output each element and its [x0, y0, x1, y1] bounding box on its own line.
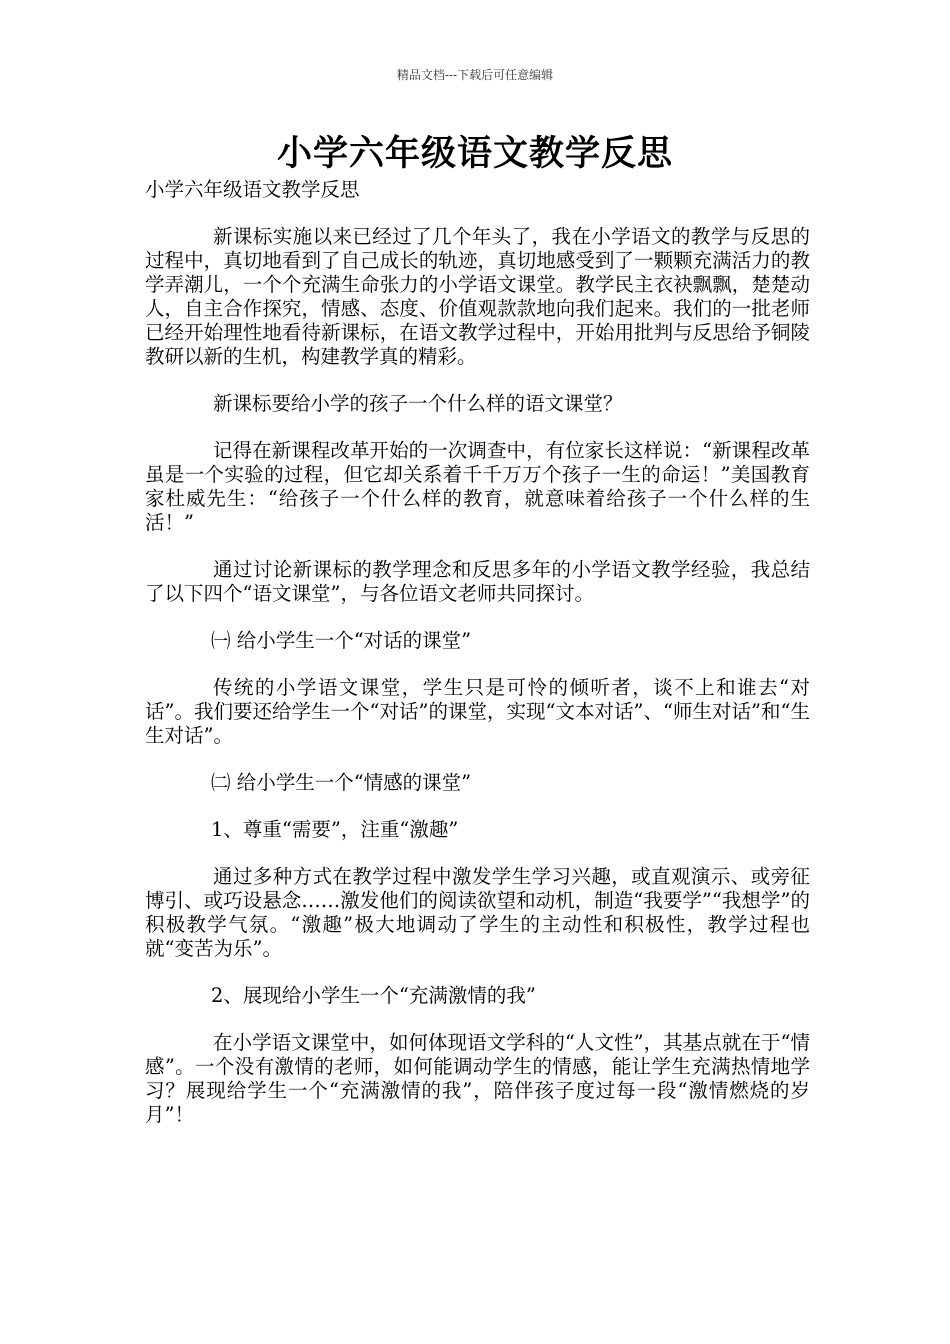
- header-note: 精品文档---下载后可任意编辑: [396, 68, 554, 82]
- document-title: 小学六年级语文教学反思: [276, 133, 673, 174]
- subheading-interest: 1、尊重“需要”，注重“激趣”: [211, 818, 459, 841]
- paragraph-interest: 通过多种方式在教学过程中激发学生学习兴趣，或直观演示、或旁征博引、或巧设悬念……激发他们的阅读欲望和动机，制造“我要学”“我想学”的积极教学气氛。“激趣”极大地调动了学生的主动性和积极性，教学过程也就“变苦为乐”。: [145, 865, 810, 960]
- paragraph-passion: 在小学语文课堂中，如何体现语文学科的“人文性”，其基点就在于“情感”。一个没有激情的老师，如何能调动学生的情感，能让学生充满热情地学习？展现给学生一个“充满激情的我”，陪伴孩子度过每一段“激情燃烧的岁月”！: [145, 1031, 810, 1126]
- section-heading-emotion: ㈡ 给小学生一个“情感的课堂”: [211, 771, 472, 794]
- paragraph-survey: 记得在新课程改革开始的一次调查中，有位家长这样说：“新课程改革虽是一个实验的过程，但它却关系着千千万万个孩子一生的命运！”美国教育家杜威先生：“给孩子一个什么样的教育，就意味着给孩子一个什么样的生活！”: [145, 439, 810, 534]
- paragraph-question: 新课标要给小学的孩子一个什么样的语文课堂？: [213, 392, 623, 415]
- paragraph-dialogue: 传统的小学语文课堂，学生只是可怜的倾听者，谈不上和谁去“对话”。我们要还给学生一个“对话”的课堂，实现“文本对话”、“师生对话”和“生生对话”。: [145, 676, 810, 747]
- paragraph-intro: 新课标实施以来已经过了几个年头了，我在小学语文的教学与反思的过程中，真切地看到了自己成长的轨迹，真切地感受到了一颗颗充满活力的教学弄潮儿，一个个充满生命张力的小学语文课堂。教学民主衣袂飘飘，楚楚动人，自主合作探究，情感、态度、价值观款款地向我们起来。我们的一批老师已经开始理性地看待新课标，在语文教学过程中，开始用批判与反思给予铜陵教研以新的生机，构建教学真的精彩。: [145, 225, 810, 368]
- subtitle: 小学六年级语文教学反思: [145, 178, 360, 201]
- paragraph-summary: 通过讨论新课标的教学理念和反思多年的小学语文教学经验，我总结了以下四个“语文课堂”，与各位语文老师共同探讨。: [145, 558, 810, 605]
- document-body: [145, 178, 810, 1150]
- section-heading-dialogue: ㈠ 给小学生一个“对话的课堂”: [211, 629, 472, 652]
- subheading-passion: 2、展现给小学生一个“充满激情的我”: [211, 984, 536, 1007]
